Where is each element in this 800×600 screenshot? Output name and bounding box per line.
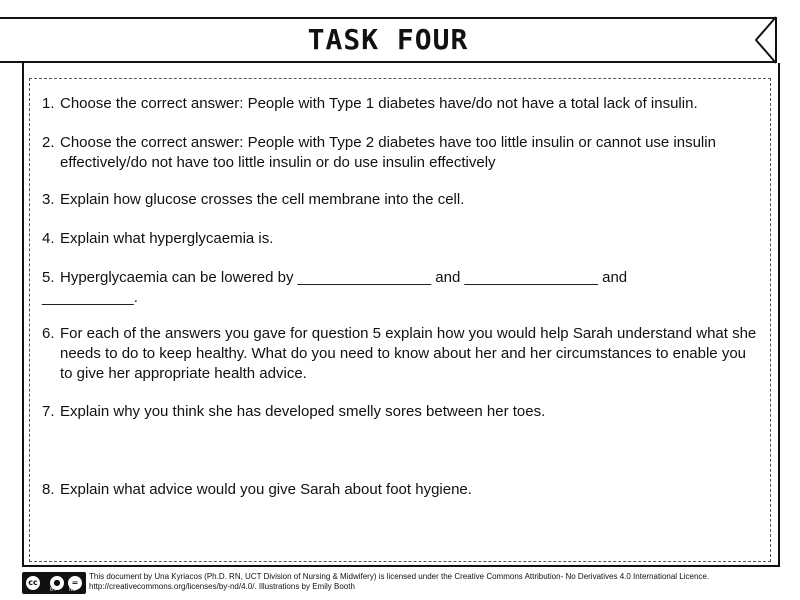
license-line-1: This document by Una Kyriacos (Ph.D. RN, UCT Division of Nursing & Midwifery) is licensed under the Creative Commons Attribution- No Derivatives 4.0 International Licence. — [89, 572, 710, 581]
title-banner — [0, 17, 776, 63]
page-title: TASK FOUR — [307, 23, 469, 56]
question-number: 7. — [42, 403, 55, 420]
license-line-2: http://creativecommons.org/licenses/by-nd/4.0/. Illustrations by Emily Booth — [89, 582, 355, 591]
license-text — [89, 572, 789, 592]
no-derivatives-icon: = — [67, 575, 83, 591]
question-text: Hyperglycaemia can be lowered by ________________ and ________________ and ___________. — [42, 269, 628, 306]
question-8 — [42, 480, 762, 500]
question-number: 2. — [42, 134, 55, 151]
question-text: Explain what hyperglycaemia is. — [60, 230, 274, 247]
question-1 — [42, 94, 762, 114]
question-text: For each of the answers you gave for question 5 explain how you would help Sarah understand what she needs to do to keep healthy. What do you need to know about her and her circumstances to enable you to give her appropriate health advice. — [60, 325, 757, 382]
question-text: Explain what advice would you give Sarah about foot hygiene. — [60, 481, 472, 498]
question-number: 5. — [42, 269, 55, 286]
question-number: 6. — [42, 325, 55, 342]
question-3 — [42, 190, 762, 210]
question-text: Choose the correct answer: People with Type 2 diabetes have too little insulin or cannot use insulin effectively/do not have too little insulin or do use insulin effectively — [60, 134, 716, 171]
question-text: Choose the correct answer: People with Type 1 diabetes have/do not have a total lack of insulin. — [60, 95, 698, 112]
question-number: 3. — [42, 191, 55, 208]
question-number: 8. — [42, 481, 55, 498]
nd-label: ND — [69, 587, 77, 593]
question-text: Explain why you think she has developed smelly sores between her toes. — [60, 403, 546, 420]
question-4 — [42, 229, 762, 249]
question-2 — [42, 133, 762, 173]
question-5 — [42, 268, 672, 308]
by-label: BY — [50, 587, 57, 593]
question-7 — [42, 402, 762, 422]
question-text: Explain how glucose crosses the cell membrane into the cell. — [60, 191, 465, 208]
question-number: 4. — [42, 230, 55, 247]
cc-license-badge — [22, 572, 86, 594]
question-6 — [42, 324, 762, 384]
question-number: 1. — [42, 95, 55, 112]
banner-notch-decoration — [752, 14, 780, 66]
attribution-icon: ● — [49, 575, 65, 591]
cc-icon: cc — [25, 575, 41, 591]
